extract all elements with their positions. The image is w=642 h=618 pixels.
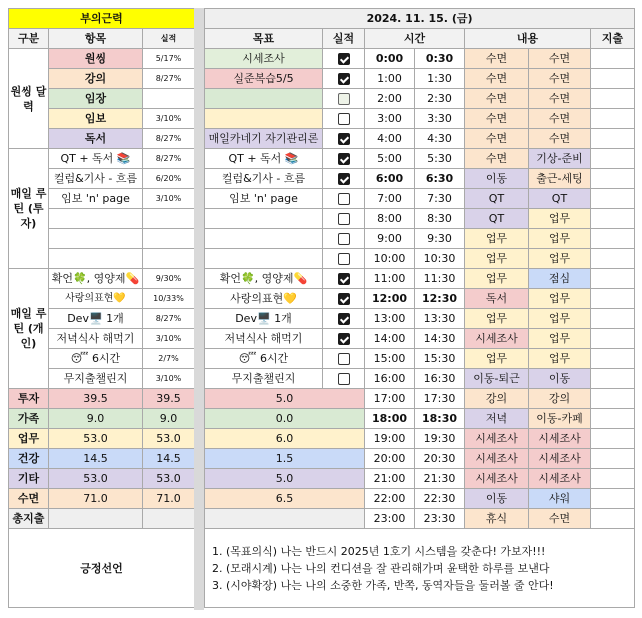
summary-value[interactable]: 5.0 [205, 469, 365, 489]
checkbox-checked[interactable] [338, 53, 350, 65]
schedule-row [205, 129, 635, 149]
time-half[interactable]: 9:30 [415, 229, 465, 249]
checkbox[interactable] [338, 93, 350, 105]
content-second[interactable]: 수면 [529, 129, 591, 149]
time-start[interactable]: 13:00 [365, 309, 415, 329]
expense-cell[interactable] [591, 169, 635, 189]
check-cell[interactable] [323, 189, 365, 209]
expense-cell[interactable] [591, 89, 635, 109]
item-cell[interactable]: 강의 [49, 69, 143, 89]
schedule-row [205, 69, 635, 89]
schedule-row [205, 509, 635, 529]
expense-cell[interactable] [591, 229, 635, 249]
summary-value[interactable]: 0.0 [205, 409, 365, 429]
content-second[interactable]: 업무 [529, 309, 591, 329]
schedule-row [205, 89, 635, 109]
check-cell[interactable] [323, 169, 365, 189]
time-start[interactable]: 16:00 [365, 369, 415, 389]
schedule-row [205, 429, 635, 449]
content-first[interactable]: 저녁 [465, 409, 529, 429]
content-second[interactable]: 수면 [529, 69, 591, 89]
done-cell[interactable]: 6/20% [143, 169, 195, 189]
expense-cell[interactable] [591, 329, 635, 349]
schedule-row [205, 209, 635, 229]
content-first[interactable]: 업무 [465, 349, 529, 369]
item-cell[interactable]: 원씽 [49, 49, 143, 69]
summary-label[interactable]: 업무 [9, 429, 49, 449]
checkbox-checked[interactable] [338, 273, 350, 285]
schedule-row [205, 309, 635, 329]
goal-cell[interactable]: QT + 독서 📚 [205, 149, 323, 169]
item-cell[interactable]: 확언🍀, 영양제💊 [49, 269, 143, 289]
expense-cell[interactable] [591, 389, 635, 409]
goal-cell[interactable]: 임보 'n' page [205, 189, 323, 209]
check-cell[interactable] [323, 49, 365, 69]
planner-sheet [8, 8, 634, 610]
done-cell[interactable]: 8/27% [143, 69, 195, 89]
item-cell[interactable]: 임장 [49, 89, 143, 109]
time-start[interactable]: 8:00 [365, 209, 415, 229]
time-start[interactable]: 12:00 [365, 289, 415, 309]
summary-value[interactable] [49, 509, 143, 529]
done-cell[interactable]: 5/17% [143, 49, 195, 69]
time-start[interactable]: 17:00 [365, 389, 415, 409]
summary-value[interactable]: 53.0 [49, 469, 143, 489]
summary-value[interactable]: 39.5 [143, 389, 195, 409]
check-cell[interactable] [323, 109, 365, 129]
content-second[interactable]: 수면 [529, 109, 591, 129]
content-first[interactable]: 휴식 [465, 509, 529, 529]
summary-label[interactable]: 가족 [9, 409, 49, 429]
time-start[interactable]: 22:00 [365, 489, 415, 509]
time-start[interactable]: 15:00 [365, 349, 415, 369]
content-first[interactable]: 이동-퇴근 [465, 369, 529, 389]
summary-value[interactable]: 14.5 [49, 449, 143, 469]
schedule-row [205, 449, 635, 469]
check-cell[interactable] [323, 149, 365, 169]
schedule-row [205, 249, 635, 269]
time-start[interactable]: 7:00 [365, 189, 415, 209]
checkbox[interactable] [338, 193, 350, 205]
done-cell[interactable] [143, 89, 195, 109]
time-half[interactable]: 6:30 [415, 169, 465, 189]
goal-cell[interactable]: 컬럼&기사 - 흐름 [205, 169, 323, 189]
expense-cell[interactable] [591, 249, 635, 269]
expense-cell[interactable] [591, 469, 635, 489]
done-cell[interactable]: 3/10% [143, 369, 195, 389]
content-first[interactable]: 수면 [465, 49, 529, 69]
schedule-row [205, 329, 635, 349]
check-cell[interactable] [323, 69, 365, 89]
goal-cell[interactable]: 😴 6시간 [205, 349, 323, 369]
header-item[interactable]: 항목 [49, 29, 143, 49]
expense-cell[interactable] [591, 489, 635, 509]
content-second[interactable]: 업무 [529, 329, 591, 349]
time-half[interactable]: 4:30 [415, 129, 465, 149]
goal-cell[interactable] [205, 89, 323, 109]
schedule-row [205, 369, 635, 389]
header-content[interactable]: 내용 [465, 29, 591, 49]
expense-cell[interactable] [591, 109, 635, 129]
summary-value[interactable] [205, 509, 365, 529]
checkbox[interactable] [338, 233, 350, 245]
summary-value[interactable]: 9.0 [143, 409, 195, 429]
schedule-row [205, 269, 635, 289]
content-second[interactable]: 수면 [529, 49, 591, 69]
checkbox[interactable] [338, 353, 350, 365]
content-second[interactable]: 업무 [529, 229, 591, 249]
check-cell[interactable] [323, 209, 365, 229]
time-start[interactable]: 10:00 [365, 249, 415, 269]
time-start[interactable]: 19:00 [365, 429, 415, 449]
check-cell[interactable] [323, 129, 365, 149]
summary-value[interactable]: 5.0 [205, 389, 365, 409]
summary-label[interactable]: 건강 [9, 449, 49, 469]
schedule-row [205, 289, 635, 309]
content-first[interactable]: 수면 [465, 69, 529, 89]
summary-value[interactable]: 6.5 [205, 489, 365, 509]
time-half[interactable]: 17:30 [415, 389, 465, 409]
summary-value[interactable]: 53.0 [143, 469, 195, 489]
content-first[interactable]: 시세조사 [465, 449, 529, 469]
done-cell[interactable] [143, 229, 195, 249]
group-label[interactable]: 매일 루틴 (개인) [9, 269, 49, 389]
checkbox[interactable] [338, 213, 350, 225]
expense-cell[interactable] [591, 349, 635, 369]
goal-cell[interactable]: 저녁식사 해먹기 [205, 329, 323, 349]
goal-cell[interactable]: 매일카네기 자기관리론 [205, 129, 323, 149]
item-cell[interactable]: 임보 [49, 109, 143, 129]
content-first[interactable]: 수면 [465, 149, 529, 169]
item-cell[interactable] [49, 249, 143, 269]
time-start[interactable]: 14:00 [365, 329, 415, 349]
expense-cell[interactable] [591, 509, 635, 529]
content-second[interactable]: QT [529, 189, 591, 209]
item-cell[interactable]: 저녁식사 해먹기 [49, 329, 143, 349]
done-cell[interactable]: 3/10% [143, 109, 195, 129]
affirmation-line: 2. (모래시계) 나는 나의 컨디션을 잘 관리해가며 윤택한 하루를 보낸다 [212, 561, 550, 575]
time-half[interactable]: 10:30 [415, 249, 465, 269]
summary-value[interactable] [143, 509, 195, 529]
time-start[interactable]: 9:00 [365, 229, 415, 249]
summary-value[interactable]: 9.0 [49, 409, 143, 429]
expense-cell[interactable] [591, 49, 635, 69]
affirmation-line: 1. (목표의식) 나는 반드시 2025년 1호기 시스템을 갖춘다! 가보자!!! [212, 544, 546, 558]
time-start[interactable]: 0:00 [365, 49, 415, 69]
content-first[interactable]: 강의 [465, 389, 529, 409]
summary-value[interactable]: 1.5 [205, 449, 365, 469]
check-cell[interactable] [323, 369, 365, 389]
time-half[interactable]: 12:30 [415, 289, 465, 309]
content-second[interactable]: 기상-준비 [529, 149, 591, 169]
time-start[interactable]: 18:00 [365, 409, 415, 429]
expense-cell[interactable] [591, 289, 635, 309]
checkbox-checked[interactable] [338, 173, 350, 185]
time-start[interactable]: 4:00 [365, 129, 415, 149]
item-cell[interactable]: Dev🖥️ 1개 [49, 309, 143, 329]
content-first[interactable]: 시세조사 [465, 429, 529, 449]
content-first[interactable]: 이동 [465, 489, 529, 509]
content-first[interactable]: 수면 [465, 129, 529, 149]
summary-value[interactable]: 53.0 [49, 429, 143, 449]
checkbox-checked[interactable] [338, 153, 350, 165]
time-half[interactable]: 3:30 [415, 109, 465, 129]
done-cell[interactable]: 8/27% [143, 149, 195, 169]
content-second[interactable]: 업무 [529, 209, 591, 229]
schedule-table [204, 8, 635, 608]
content-second[interactable]: 시세조사 [529, 449, 591, 469]
summary-label[interactable]: 기타 [9, 469, 49, 489]
time-start[interactable]: 1:00 [365, 69, 415, 89]
expense-cell[interactable] [591, 409, 635, 429]
check-cell[interactable] [323, 309, 365, 329]
time-half[interactable]: 14:30 [415, 329, 465, 349]
time-half[interactable]: 0:30 [415, 49, 465, 69]
time-half[interactable]: 15:30 [415, 349, 465, 369]
goal-cell[interactable] [205, 209, 323, 229]
content-first[interactable]: 시세조사 [465, 469, 529, 489]
check-cell[interactable] [323, 329, 365, 349]
header-done[interactable]: 실적 [143, 29, 195, 49]
expense-cell[interactable] [591, 309, 635, 329]
schedule-row [205, 349, 635, 369]
group-label[interactable]: 원씽 달력 [9, 49, 49, 149]
content-first[interactable]: 수면 [465, 89, 529, 109]
schedule-row [205, 149, 635, 169]
check-cell[interactable] [323, 269, 365, 289]
expense-cell[interactable] [591, 149, 635, 169]
item-cell[interactable] [49, 209, 143, 229]
header-goal[interactable]: 목표 [205, 29, 323, 49]
expense-cell[interactable] [591, 429, 635, 449]
time-half[interactable]: 21:30 [415, 469, 465, 489]
schedule-row [205, 109, 635, 129]
checkbox-checked[interactable] [338, 73, 350, 85]
done-cell[interactable]: 2/7% [143, 349, 195, 369]
content-first[interactable]: 시세조사 [465, 329, 529, 349]
time-half[interactable]: 23:30 [415, 509, 465, 529]
time-half[interactable]: 8:30 [415, 209, 465, 229]
time-half[interactable]: 19:30 [415, 429, 465, 449]
checkbox[interactable] [338, 253, 350, 265]
checkbox[interactable] [338, 113, 350, 125]
goal-cell[interactable]: Dev🖥️ 1개 [205, 309, 323, 329]
item-cell[interactable]: 😴 6시간 [49, 349, 143, 369]
schedule-row [205, 189, 635, 209]
item-cell[interactable]: 독서 [49, 129, 143, 149]
content-first[interactable]: QT [465, 209, 529, 229]
time-start[interactable]: 6:00 [365, 169, 415, 189]
content-second[interactable]: 수면 [529, 89, 591, 109]
header-expense[interactable]: 지출 [591, 29, 635, 49]
content-second[interactable]: 샤워 [529, 489, 591, 509]
checkbox-checked[interactable] [338, 133, 350, 145]
schedule-row [205, 409, 635, 429]
schedule-row [205, 49, 635, 69]
goal-cell[interactable]: 무지출챌린지 [205, 369, 323, 389]
summary-value[interactable]: 53.0 [143, 429, 195, 449]
summary-value[interactable]: 14.5 [143, 449, 195, 469]
content-second[interactable]: 시세조사 [529, 469, 591, 489]
time-half[interactable]: 2:30 [415, 89, 465, 109]
checkbox-checked[interactable] [338, 333, 350, 345]
time-half[interactable]: 5:30 [415, 149, 465, 169]
checkbox-checked[interactable] [338, 293, 350, 305]
summary-value[interactable]: 71.0 [143, 489, 195, 509]
item-cell[interactable]: 컬럼&기사 - 흐름 [49, 169, 143, 189]
affirmation-label[interactable]: 긍정선언 [9, 529, 195, 608]
goal-cell[interactable] [205, 109, 323, 129]
check-cell[interactable] [323, 249, 365, 269]
summary-value[interactable]: 71.0 [49, 489, 143, 509]
done-cell[interactable]: 10/33% [143, 289, 195, 309]
item-cell[interactable]: 무지출챌린지 [49, 369, 143, 389]
time-start[interactable]: 5:00 [365, 149, 415, 169]
time-half[interactable]: 18:30 [415, 409, 465, 429]
goal-cell[interactable] [205, 229, 323, 249]
header-done[interactable]: 실적 [323, 29, 365, 49]
summary-label[interactable]: 수면 [9, 489, 49, 509]
content-second[interactable]: 업무 [529, 349, 591, 369]
checkbox[interactable] [338, 373, 350, 385]
content-second[interactable]: 업무 [529, 289, 591, 309]
schedule-row [205, 229, 635, 249]
content-first[interactable]: 업무 [465, 269, 529, 289]
schedule-row [205, 469, 635, 489]
expense-cell[interactable] [591, 69, 635, 89]
time-start[interactable]: 23:00 [365, 509, 415, 529]
done-cell[interactable] [143, 249, 195, 269]
expense-cell[interactable] [591, 369, 635, 389]
affirmation-box[interactable] [205, 529, 635, 608]
summary-value[interactable]: 6.0 [205, 429, 365, 449]
done-cell[interactable]: 3/10% [143, 329, 195, 349]
time-half[interactable]: 22:30 [415, 489, 465, 509]
content-first[interactable]: 업무 [465, 249, 529, 269]
affirmation-line: 3. (시야확장) 나는 나의 소중한 가족, 반쪽, 동역자들을 둘러볼 줄 안다! [212, 578, 554, 592]
content-second[interactable]: 출근-세팅 [529, 169, 591, 189]
expense-cell[interactable] [591, 269, 635, 289]
left-table [8, 8, 195, 608]
header-category[interactable]: 구분 [9, 29, 49, 49]
left-title[interactable]: 부의근력 [9, 9, 195, 29]
column-gap [194, 8, 204, 610]
content-first[interactable]: 독서 [465, 289, 529, 309]
check-cell[interactable] [323, 289, 365, 309]
done-cell[interactable]: 3/10% [143, 189, 195, 209]
schedule-row [205, 169, 635, 189]
check-cell[interactable] [323, 229, 365, 249]
check-cell[interactable] [323, 89, 365, 109]
expense-cell[interactable] [591, 449, 635, 469]
time-half[interactable]: 20:30 [415, 449, 465, 469]
time-half[interactable]: 1:30 [415, 69, 465, 89]
content-second[interactable]: 시세조사 [529, 429, 591, 449]
time-half[interactable]: 7:30 [415, 189, 465, 209]
content-second[interactable]: 업무 [529, 249, 591, 269]
summary-label[interactable]: 총지출 [9, 509, 49, 529]
done-cell[interactable]: 8/27% [143, 309, 195, 329]
content-second[interactable]: 수면 [529, 509, 591, 529]
schedule-row [205, 389, 635, 409]
group-label[interactable]: 매일 루틴 (투자) [9, 149, 49, 269]
time-start[interactable]: 3:00 [365, 109, 415, 129]
expense-cell[interactable] [591, 129, 635, 149]
item-cell[interactable]: 사랑의표현💛 [49, 289, 143, 309]
done-cell[interactable]: 8/27% [143, 129, 195, 149]
done-cell[interactable]: 9/30% [143, 269, 195, 289]
time-start[interactable]: 2:00 [365, 89, 415, 109]
time-half[interactable]: 16:30 [415, 369, 465, 389]
done-cell[interactable] [143, 209, 195, 229]
expense-cell[interactable] [591, 189, 635, 209]
content-second[interactable]: 이동-카페 [529, 409, 591, 429]
item-cell[interactable]: 임보 'n' page [49, 189, 143, 209]
content-first[interactable]: QT [465, 189, 529, 209]
time-half[interactable]: 11:30 [415, 269, 465, 289]
time-half[interactable]: 13:30 [415, 309, 465, 329]
time-start[interactable]: 20:00 [365, 449, 415, 469]
time-start[interactable]: 11:00 [365, 269, 415, 289]
goal-cell[interactable]: 시세조사 [205, 49, 323, 69]
content-first[interactable]: 업무 [465, 229, 529, 249]
summary-label[interactable]: 투자 [9, 389, 49, 409]
time-start[interactable]: 21:00 [365, 469, 415, 489]
summary-value[interactable]: 39.5 [49, 389, 143, 409]
content-second[interactable]: 강의 [529, 389, 591, 409]
content-first[interactable]: 이동 [465, 169, 529, 189]
content-second[interactable]: 점심 [529, 269, 591, 289]
goal-cell[interactable]: 실준복습5/5 [205, 69, 323, 89]
date-title[interactable]: 2024. 11. 15. (금) [205, 9, 635, 29]
item-cell[interactable] [49, 229, 143, 249]
goal-cell[interactable]: 사랑의표현💛 [205, 289, 323, 309]
content-first[interactable]: 수면 [465, 109, 529, 129]
item-cell[interactable]: QT + 독서 📚 [49, 149, 143, 169]
checkbox-checked[interactable] [338, 313, 350, 325]
content-second[interactable]: 이동 [529, 369, 591, 389]
goal-cell[interactable]: 확언🍀, 영양제💊 [205, 269, 323, 289]
expense-cell[interactable] [591, 209, 635, 229]
check-cell[interactable] [323, 349, 365, 369]
goal-cell[interactable] [205, 249, 323, 269]
schedule-row [205, 489, 635, 509]
header-time[interactable]: 시간 [365, 29, 465, 49]
content-first[interactable]: 업무 [465, 309, 529, 329]
